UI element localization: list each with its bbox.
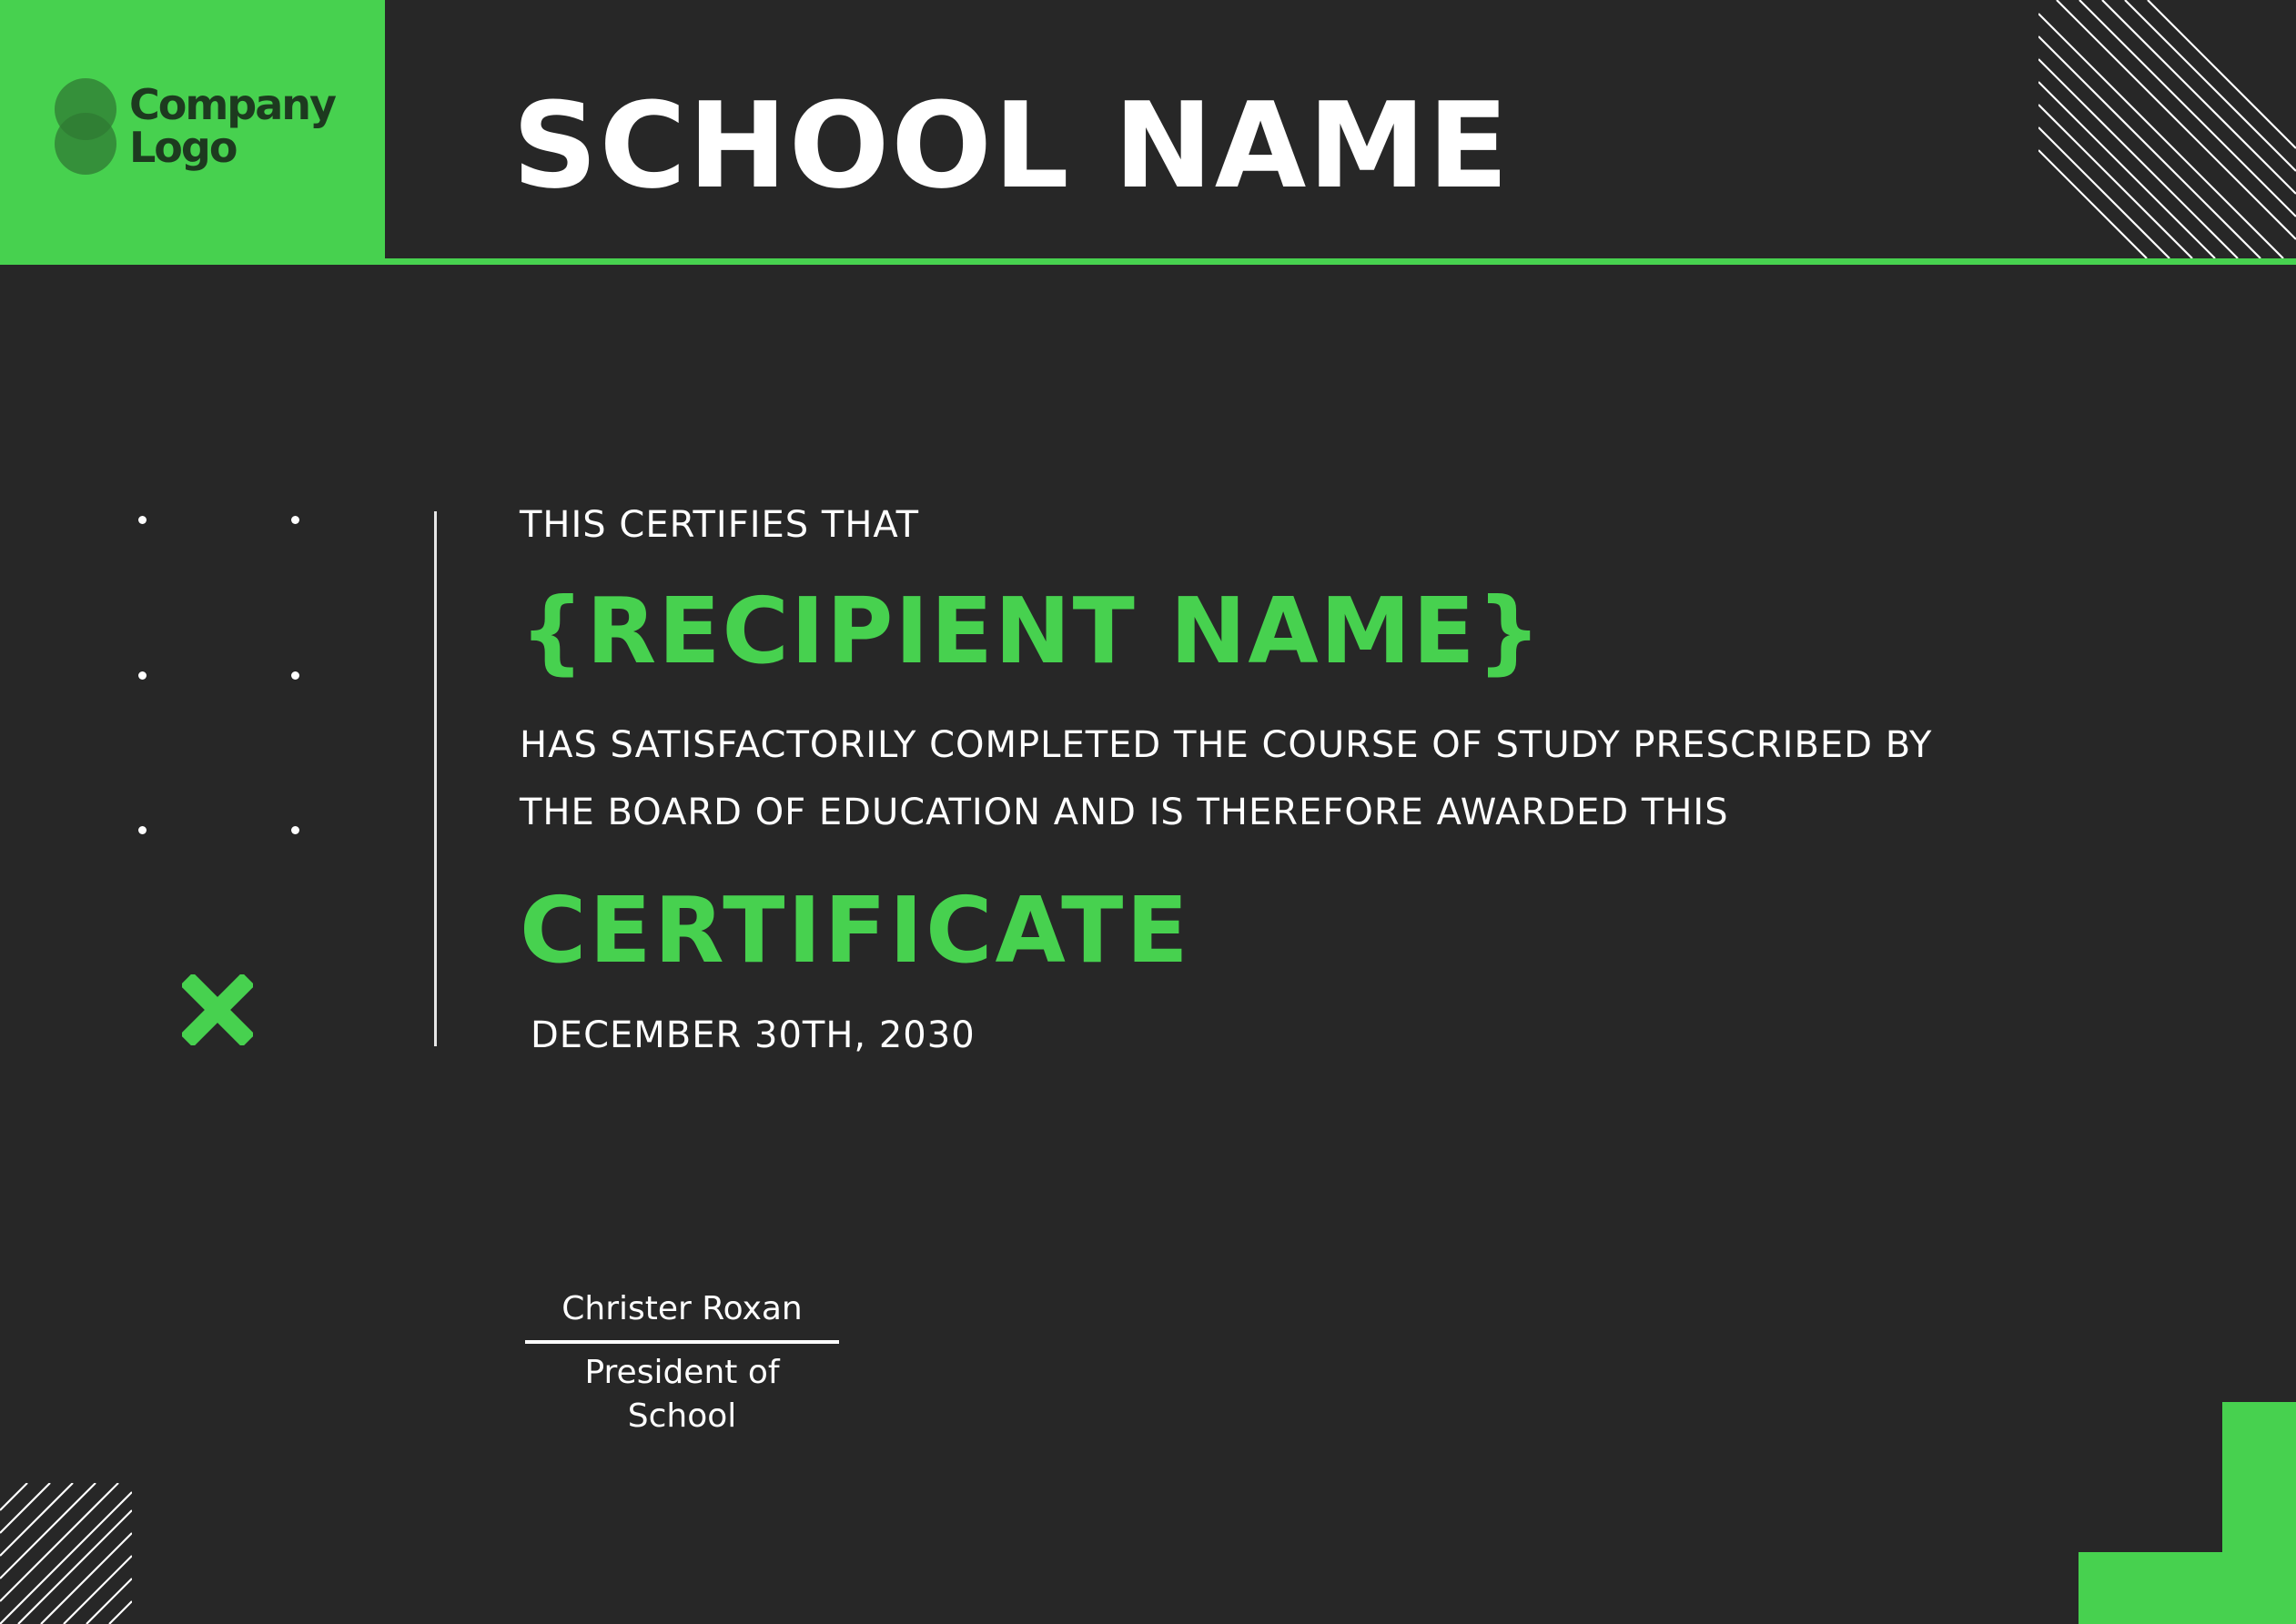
- description-line-1: HAS SATISFACTORILY COMPLETED THE COURSE OF STUDY PRESCRIBED BY: [520, 724, 1933, 766]
- signer-title: President of School: [584, 1354, 780, 1435]
- certificate-title: CERTIFICATE: [520, 877, 1191, 983]
- company-logo: [129, 80, 366, 172]
- dot-icon: [291, 826, 299, 834]
- diagonal-hatch-icon: [0, 1483, 132, 1624]
- dot-icon: [291, 671, 299, 680]
- award-date: DECEMBER 30TH, 2030: [531, 1014, 976, 1056]
- x-icon: [182, 974, 253, 1045]
- description-line-2: THE BOARD OF EDUCATION AND IS THEREFORE AWARDED THIS: [520, 792, 1729, 833]
- dot-icon: [138, 671, 147, 680]
- signer-name: Christer Roxan: [561, 1290, 803, 1327]
- diagonal-hatch-icon: [2038, 0, 2296, 258]
- vertical-divider: [434, 511, 437, 1046]
- signature-block: [525, 1287, 839, 1438]
- dot-icon: [138, 826, 147, 834]
- logo-line-2: Logo: [129, 123, 237, 172]
- dot-icon: [138, 516, 147, 524]
- header-divider: [385, 258, 2296, 265]
- signature-line: [525, 1340, 839, 1344]
- recipient-name: {RECIPIENT NAME}: [520, 578, 1543, 684]
- logo-circles-icon: [53, 76, 118, 177]
- dot-icon: [291, 516, 299, 524]
- school-name-heading: SCHOOL NAME: [512, 76, 1511, 215]
- certifies-text: THIS CERTIFIES THAT: [520, 504, 920, 546]
- logo-line-1: Company: [129, 80, 335, 129]
- corner-accent: [2079, 1552, 2296, 1624]
